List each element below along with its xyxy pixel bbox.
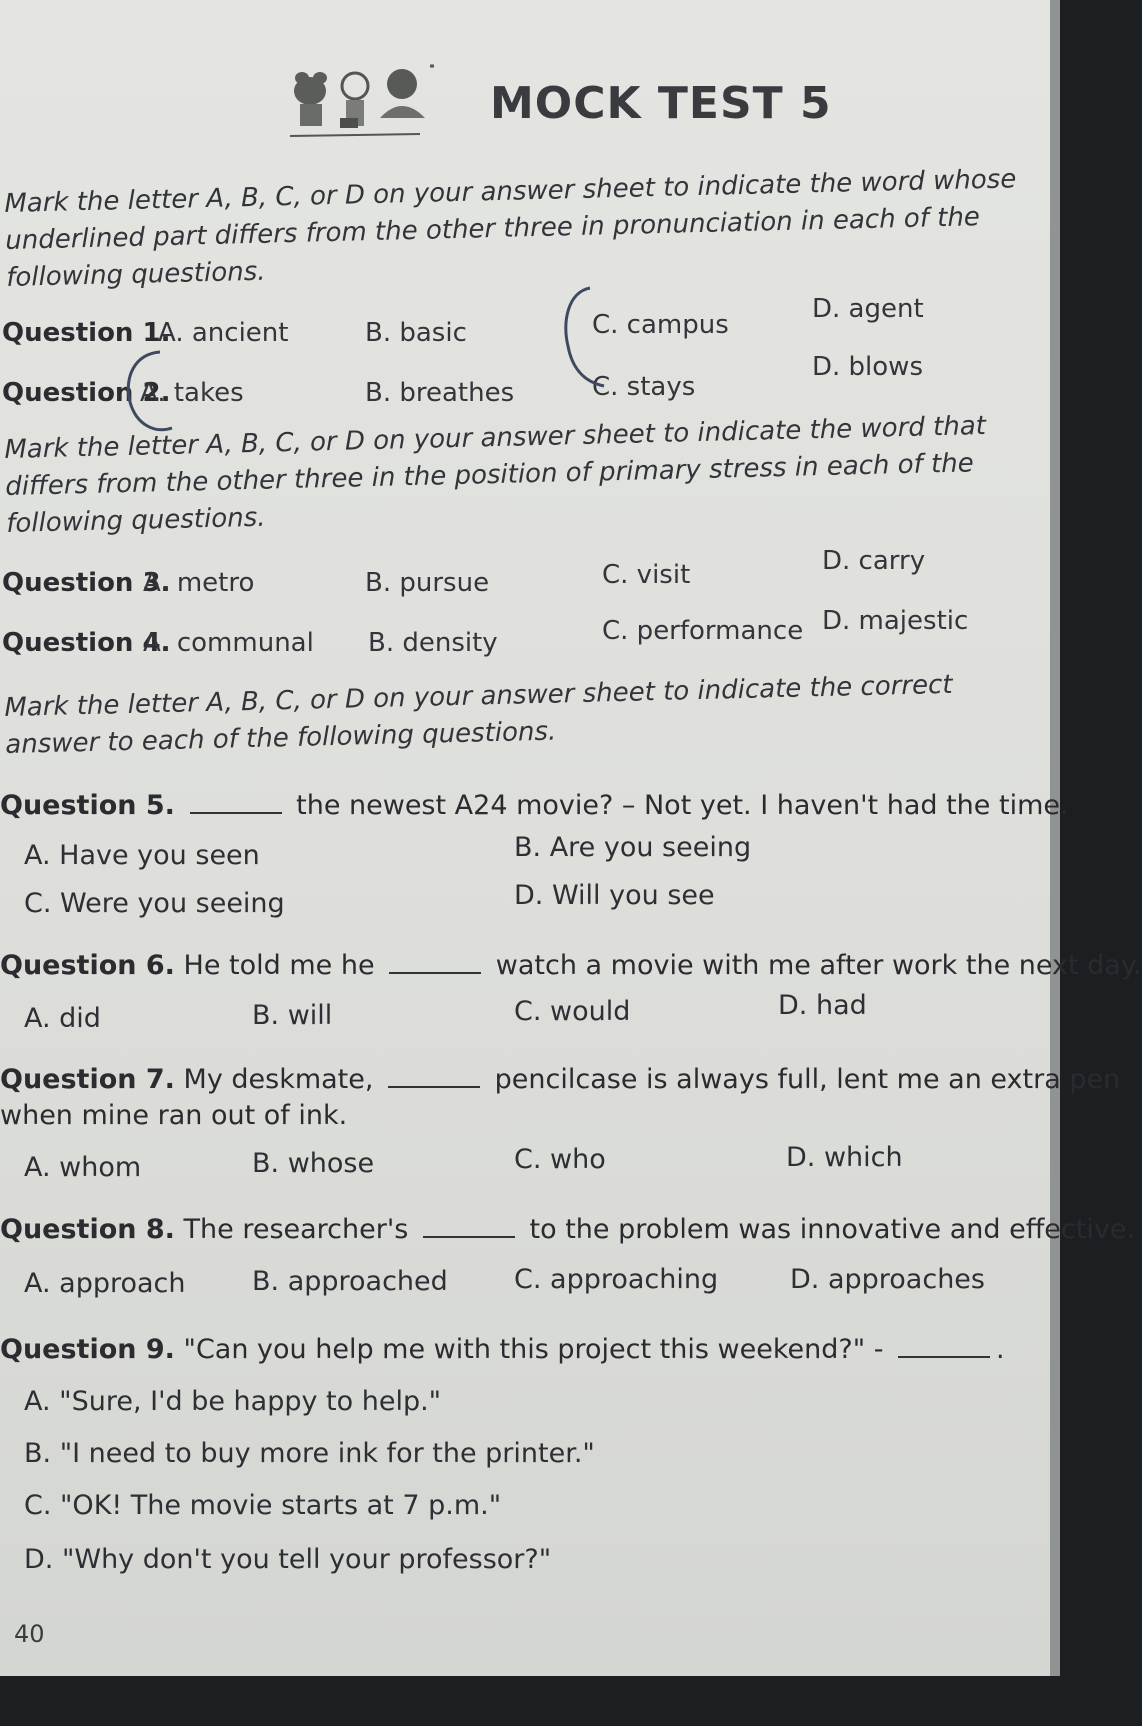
option-a: A. whom xyxy=(24,1152,142,1183)
question-label: Question 8. xyxy=(0,1214,175,1245)
section2-instruction: Mark the letter A, B, C, or D on your answer sheet to indicate the word that differs from the other three in the position of primary stress in each of the following questions. xyxy=(4,411,987,539)
option-c: C. performance xyxy=(602,616,804,646)
option-a: A. takes xyxy=(140,378,244,408)
question-text: the newest A24 movie? – Not yet. I haven't had the time. xyxy=(296,790,1069,821)
option-a: A. communal xyxy=(143,628,314,658)
question-label: Question 4. xyxy=(2,628,171,658)
option-d: D. Will you see xyxy=(514,880,715,911)
question-text: He told me he xyxy=(183,950,375,981)
question-text: pencilcase is always full, lent me an extra pen xyxy=(494,1064,1121,1095)
answer-blank xyxy=(898,1356,990,1358)
option-a: A. Have you seen xyxy=(24,840,260,871)
answer-blank xyxy=(388,1086,480,1088)
option-d: D. blows xyxy=(812,352,923,382)
option-b: B. "I need to buy more ink for the printer." xyxy=(24,1438,595,1469)
question-text: . xyxy=(996,1334,1005,1365)
question-5 xyxy=(0,790,1069,821)
question-label: Question 1. xyxy=(2,318,171,348)
question-label: Question 9. xyxy=(0,1334,175,1365)
question-label: Question 3. xyxy=(2,568,171,598)
question-6 xyxy=(0,950,1142,981)
option-a: A. approach xyxy=(24,1268,186,1299)
option-a: A. ancient xyxy=(158,318,289,348)
answer-blank xyxy=(190,812,282,814)
option-c: C. would xyxy=(514,996,631,1027)
option-b: B. density xyxy=(368,628,498,658)
option-c: C. who xyxy=(514,1144,606,1175)
question-text: to the problem was innovative and effective. xyxy=(529,1214,1136,1245)
option-d: D. agent xyxy=(812,294,924,324)
option-a: A. metro xyxy=(143,568,255,598)
section1-instruction: Mark the letter A, B, C, or D on your answer sheet to indicate the word whose underlined part differs from the other three in pronunciation in each of the following questions. xyxy=(4,164,1017,293)
question-4 xyxy=(0,606,1050,668)
question-text: My deskmate, xyxy=(183,1064,374,1095)
question-label: Question 5. xyxy=(0,790,175,821)
question-7-continuation: when mine ran out of ink. xyxy=(0,1100,348,1131)
page-number: 40 xyxy=(14,1620,45,1648)
question-8 xyxy=(0,1214,1135,1245)
option-c: C. visit xyxy=(602,560,691,590)
option-a: A. did xyxy=(24,1003,101,1034)
option-b: B. pursue xyxy=(365,568,490,598)
option-c: C. "OK! The movie starts at 7 p.m." xyxy=(24,1490,502,1521)
option-b: B. breathes xyxy=(365,378,515,408)
question-9 xyxy=(0,1334,1005,1365)
option-c: C. stays xyxy=(592,372,696,402)
section3-instruction: Mark the letter A, B, C, or D on your answer sheet to indicate the correct answer to each of the following questions. xyxy=(4,669,953,760)
option-d: D. "Why don't you tell your professor?" xyxy=(24,1544,552,1575)
option-d: D. majestic xyxy=(822,606,969,636)
pen-circle-mark xyxy=(120,348,190,438)
question-label: Question 2. xyxy=(2,378,171,408)
question-text: watch a movie with me after work the next day. xyxy=(495,950,1142,981)
kids-reading-illustration xyxy=(280,56,450,146)
option-b: B. approached xyxy=(252,1266,448,1297)
option-d: D. had xyxy=(778,990,867,1021)
answer-blank xyxy=(423,1236,515,1238)
option-c: C. Were you seeing xyxy=(24,888,285,919)
option-b: B. will xyxy=(252,1000,333,1031)
option-b: B. basic xyxy=(365,318,467,348)
question-text: "Can you help me with this project this weekend?" - xyxy=(183,1334,884,1365)
option-d: D. approaches xyxy=(790,1264,985,1295)
question-3 xyxy=(0,546,1050,608)
option-b: B. Are you seeing xyxy=(514,832,752,863)
option-b: B. whose xyxy=(252,1148,375,1179)
question-label: Question 7. xyxy=(0,1064,175,1095)
answer-blank xyxy=(389,972,481,974)
option-a: A. "Sure, I'd be happy to help." xyxy=(24,1386,442,1417)
option-d: D. carry xyxy=(822,546,926,576)
header xyxy=(280,56,450,146)
option-d: D. which xyxy=(786,1142,903,1173)
question-7 xyxy=(0,1064,1120,1095)
question-text: The researcher's xyxy=(183,1214,409,1245)
question-label: Question 6. xyxy=(0,950,175,981)
pen-circle-mark xyxy=(560,282,620,392)
option-c: C. campus xyxy=(592,310,729,340)
option-c: C. approaching xyxy=(514,1264,719,1295)
page-title: MOCK TEST 5 xyxy=(490,78,832,129)
